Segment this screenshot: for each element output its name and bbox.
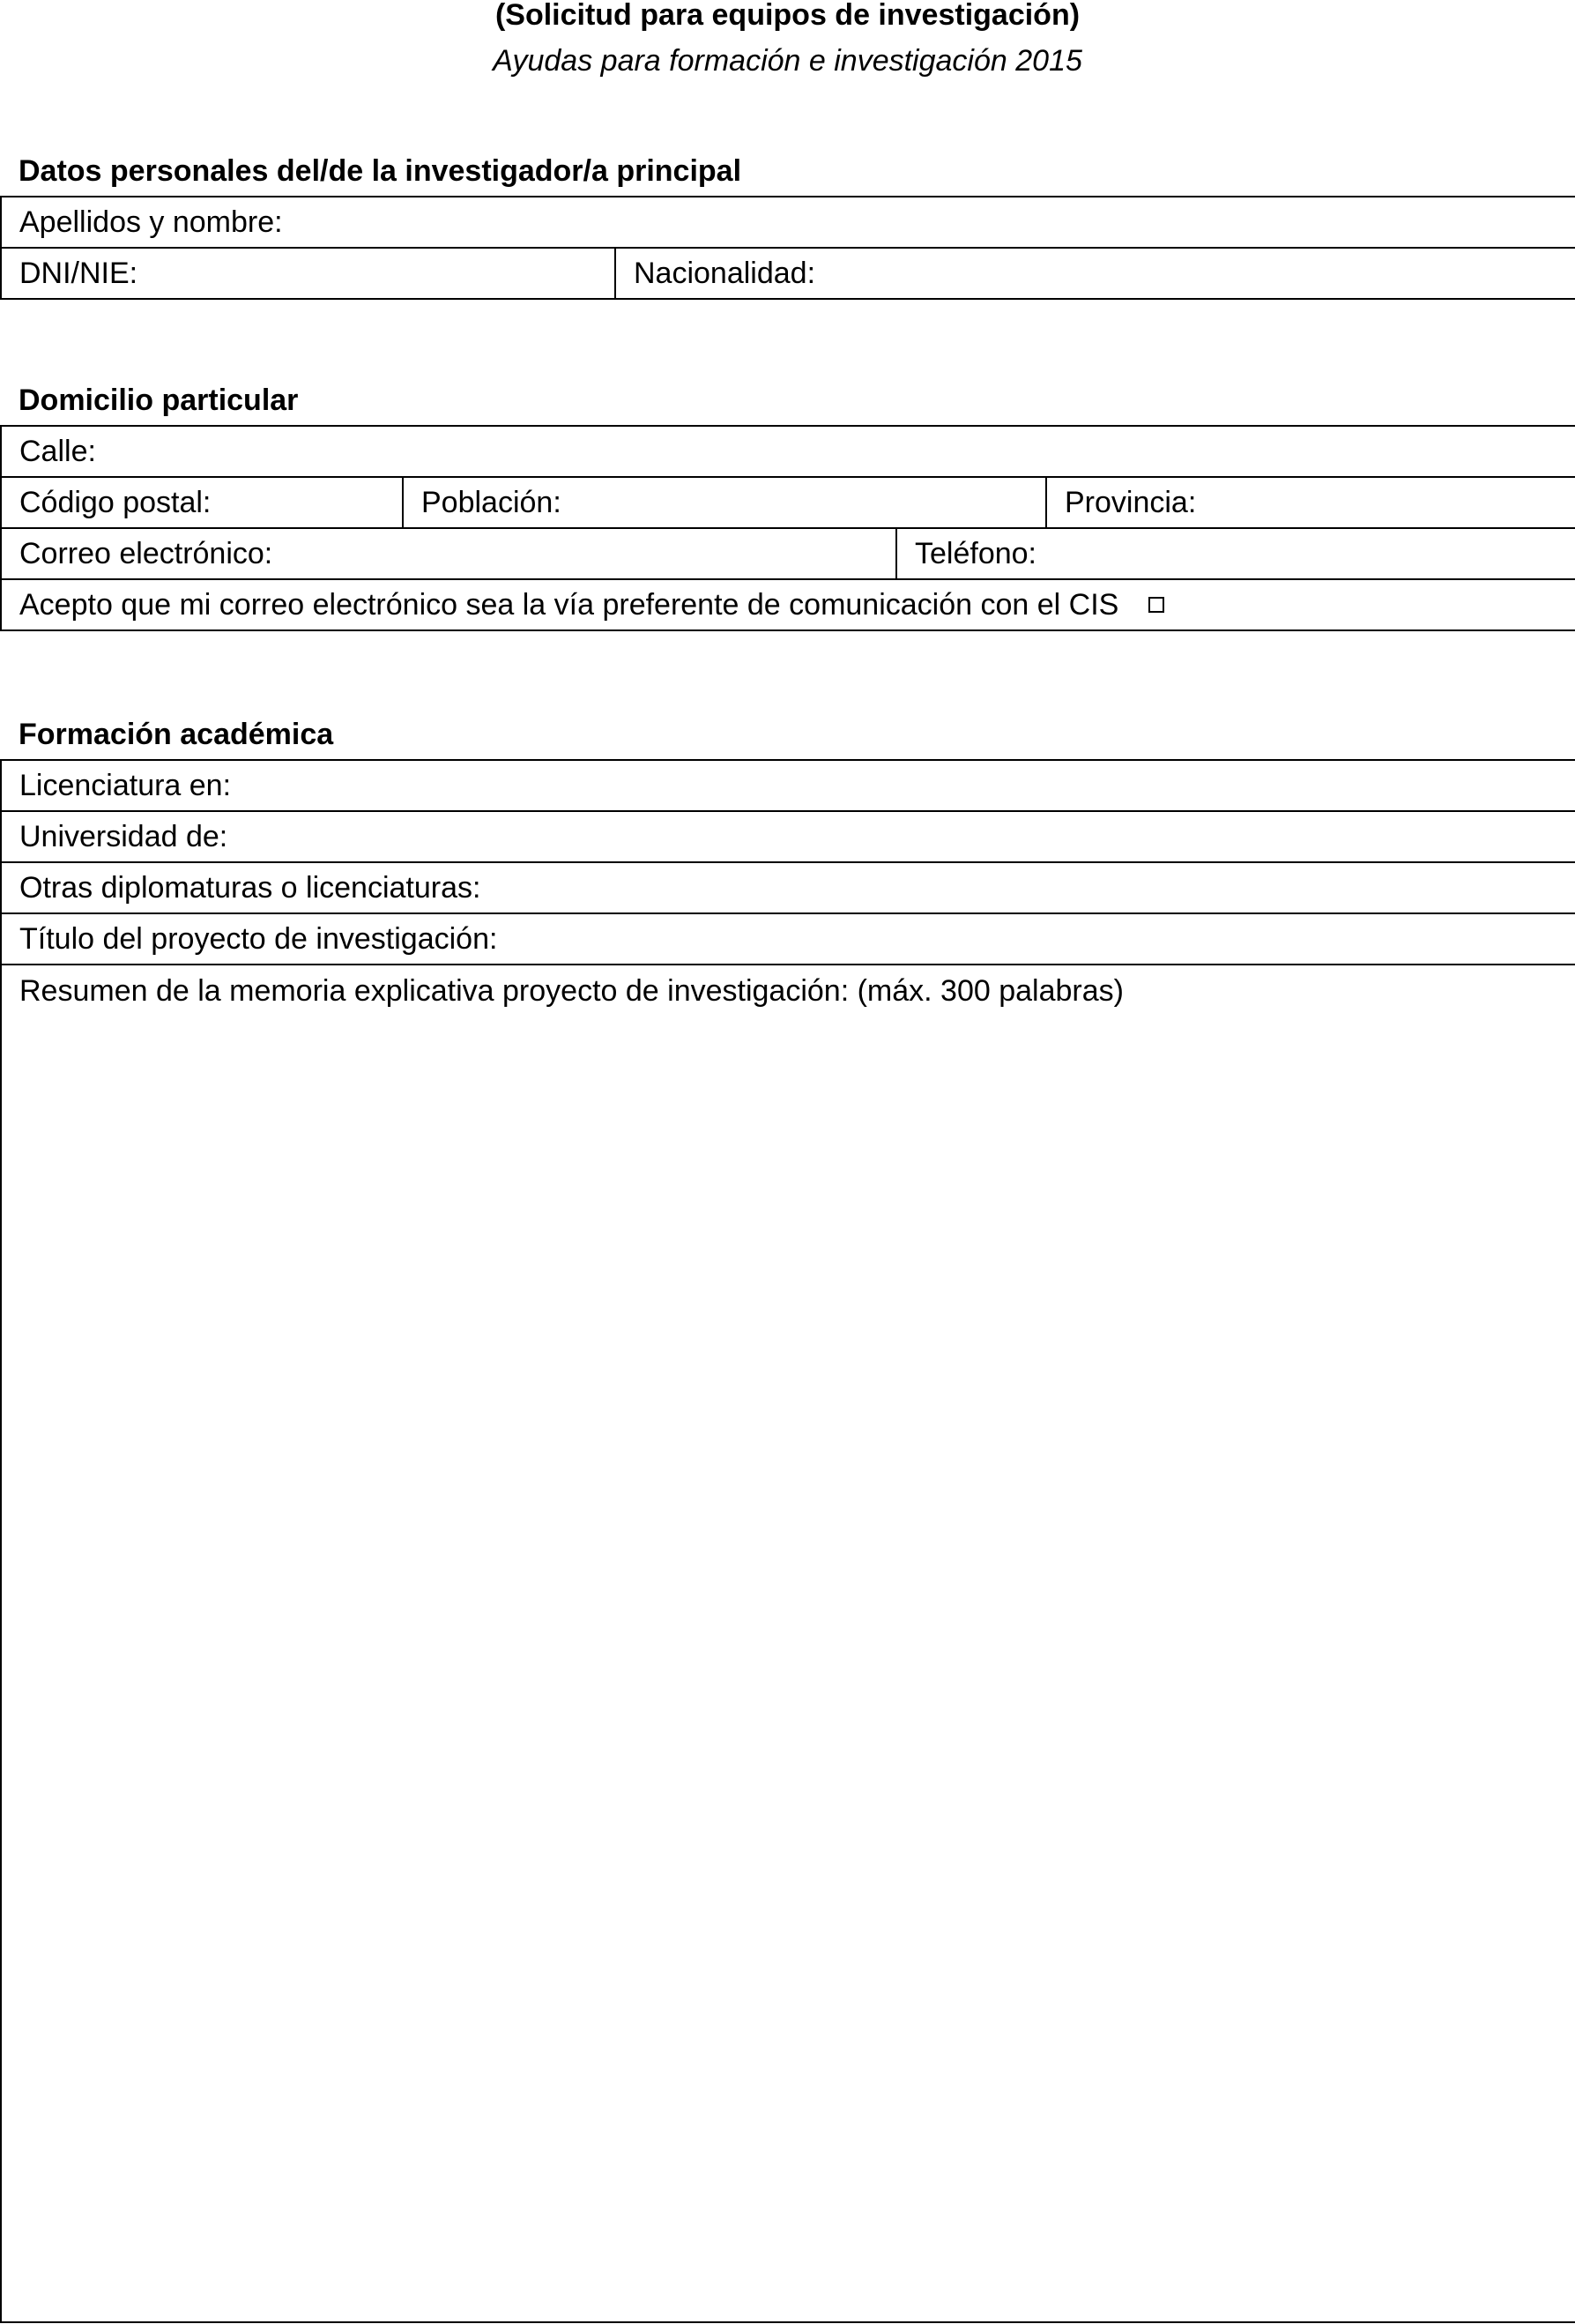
university-field[interactable]: Universidad de: (1, 811, 1575, 862)
address-table (0, 425, 1575, 631)
table-row (1, 579, 1575, 630)
email-field[interactable]: Correo electrónico: (1, 528, 896, 579)
table-row (1, 862, 1575, 913)
table-row (1, 965, 1575, 2322)
nationality-field[interactable]: Nacionalidad: (615, 248, 1575, 299)
phone-field[interactable]: Teléfono: (896, 528, 1575, 579)
table-row (1, 426, 1575, 477)
personal-data-table (0, 196, 1575, 300)
academic-table (0, 759, 1575, 2323)
table-row (1, 477, 1575, 528)
table-row (1, 197, 1575, 248)
table-row (1, 248, 1575, 299)
town-field[interactable]: Población: (403, 477, 1046, 528)
name-field[interactable]: Apellidos y nombre: (1, 197, 1575, 248)
province-field[interactable]: Provincia: (1046, 477, 1575, 528)
dni-field[interactable]: DNI/NIE: (1, 248, 615, 299)
project-summary-field[interactable]: Resumen de la memoria explicativa proyecto de investigación: (máx. 300 palabras) (1, 965, 1575, 2322)
other-degrees-field[interactable]: Otras diplomaturas o licenciaturas: (1, 862, 1575, 913)
table-row (1, 913, 1575, 965)
table-row (1, 811, 1575, 862)
consent-label: Acepto que mi correo electrónico sea la vía preferente de comunicación con el CIS (19, 587, 1119, 622)
consent-row (1, 579, 1575, 630)
consent-checkbox[interactable] (1148, 597, 1164, 613)
document-title: (Solicitud para equipos de investigación) (494, 0, 1081, 32)
table-row (1, 760, 1575, 811)
section-heading-academic: Formación académica (19, 718, 334, 751)
document-subtitle: Ayudas para formación e investigación 2015 (493, 44, 1082, 78)
street-field[interactable]: Calle: (1, 426, 1575, 477)
section-heading-address: Domicilio particular (19, 384, 299, 417)
table-row (1, 528, 1575, 579)
postal-code-field[interactable]: Código postal: (1, 477, 403, 528)
project-title-field[interactable]: Título del proyecto de investigación: (1, 913, 1575, 965)
degree-field[interactable]: Licenciatura en: (1, 760, 1575, 811)
section-heading-personal: Datos personales del/de la investigador/a principal (19, 154, 742, 188)
